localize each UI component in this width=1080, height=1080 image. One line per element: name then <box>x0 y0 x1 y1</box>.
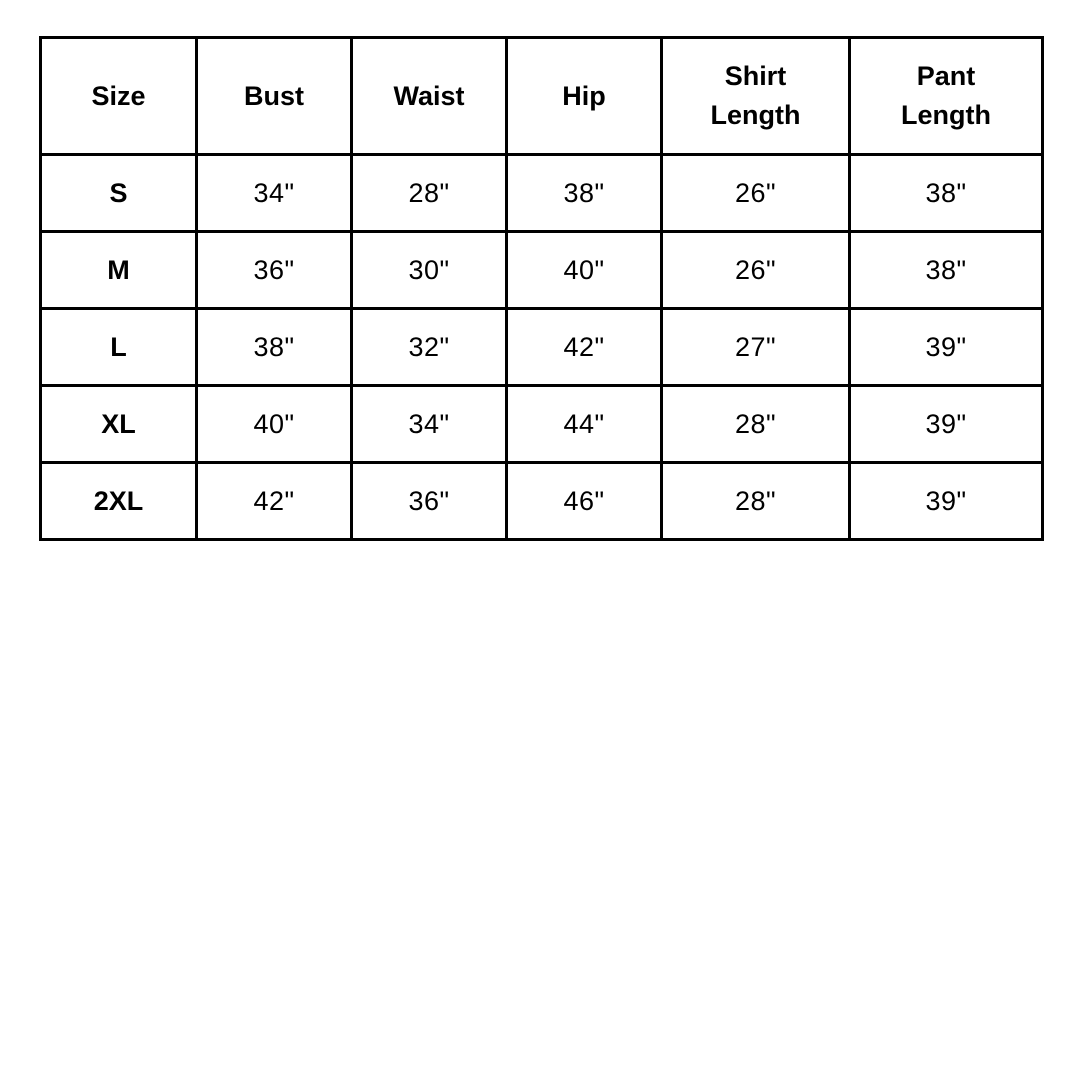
waist-cell: 36" <box>352 463 507 540</box>
bust-cell: 40" <box>197 386 352 463</box>
table-row <box>41 386 1043 463</box>
table-row <box>41 463 1043 540</box>
shirt-length-cell: 27" <box>662 309 850 386</box>
size-chart-table <box>39 36 1044 541</box>
size-cell: S <box>41 155 197 232</box>
shirt-length-cell: 28" <box>662 463 850 540</box>
header-size: Size <box>41 38 197 155</box>
header-waist: Waist <box>352 38 507 155</box>
table-row <box>41 232 1043 309</box>
waist-cell: 28" <box>352 155 507 232</box>
shirt-length-cell: 26" <box>662 232 850 309</box>
pant-length-cell: 38" <box>850 232 1043 309</box>
bust-cell: 42" <box>197 463 352 540</box>
waist-cell: 34" <box>352 386 507 463</box>
hip-cell: 44" <box>507 386 662 463</box>
table-row <box>41 155 1043 232</box>
size-cell: XL <box>41 386 197 463</box>
header-row <box>41 38 1043 155</box>
shirt-length-cell: 28" <box>662 386 850 463</box>
size-cell: M <box>41 232 197 309</box>
pant-length-cell: 39" <box>850 309 1043 386</box>
pant-length-cell: 38" <box>850 155 1043 232</box>
hip-cell: 38" <box>507 155 662 232</box>
waist-cell: 32" <box>352 309 507 386</box>
hip-cell: 40" <box>507 232 662 309</box>
bust-cell: 38" <box>197 309 352 386</box>
header-hip: Hip <box>507 38 662 155</box>
bust-cell: 34" <box>197 155 352 232</box>
size-cell: L <box>41 309 197 386</box>
header-pant-length: Pant Length <box>850 38 1043 155</box>
header-bust: Bust <box>197 38 352 155</box>
hip-cell: 46" <box>507 463 662 540</box>
shirt-length-cell: 26" <box>662 155 850 232</box>
size-cell: 2XL <box>41 463 197 540</box>
hip-cell: 42" <box>507 309 662 386</box>
table-row <box>41 309 1043 386</box>
pant-length-cell: 39" <box>850 386 1043 463</box>
pant-length-cell: 39" <box>850 463 1043 540</box>
waist-cell: 30" <box>352 232 507 309</box>
header-shirt-length: Shirt Length <box>662 38 850 155</box>
bust-cell: 36" <box>197 232 352 309</box>
